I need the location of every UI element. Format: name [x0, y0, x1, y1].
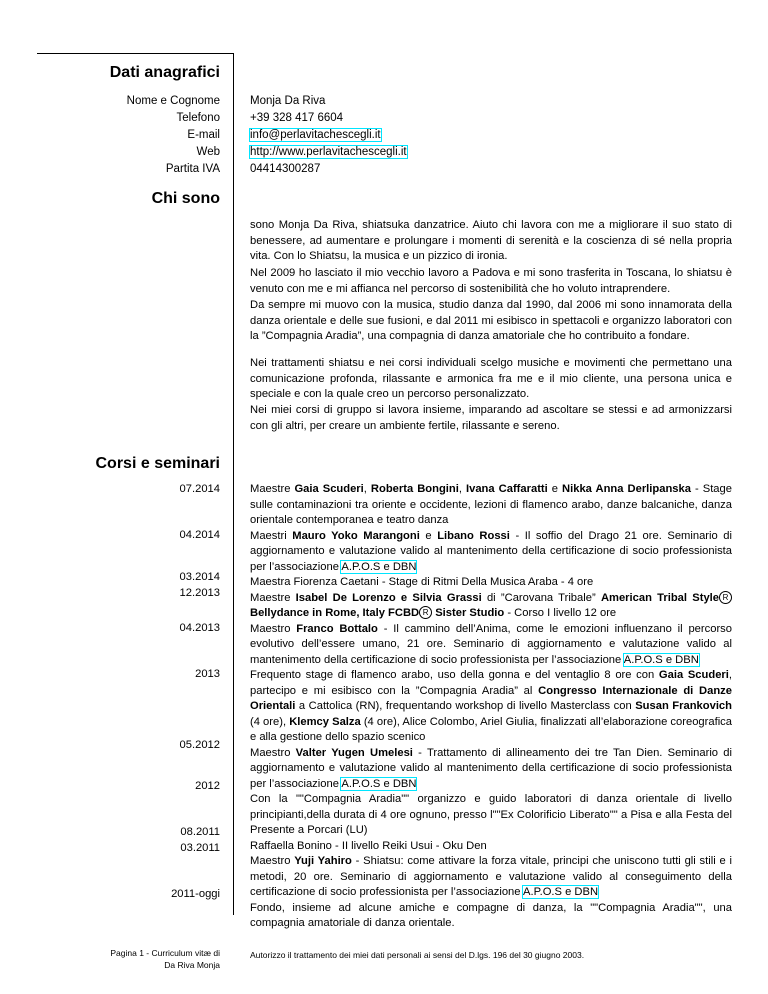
- entry-2013: Frequento stage di flamenco arabo, uso della gonna e del ventaglio 8 ore con Gaia Scuderi, partecipo e mi esibisco con la ”Compagnia Aradia” al Congresso Internazionale di Danze Orientali a Cattolica (RN), frequentando workshop di livello Masterclass con Susan Frankovich (4 ore), Klemcy Salza (4 ore), Alice Colombo, Ariel Giulia, finalizzati all’elaborazione coreografica e alla gestione dello spazio scenico: [250, 669, 732, 743]
- apos-dbn-link[interactable]: A.P.O.S e DBN: [341, 560, 417, 573]
- entry-07-2014: Maestre Gaia Scuderi, Roberta Bongini, Ivana Caffaratti e Nikka Anna Derlipanska - Stage sulle contaminazioni tra oriente e occidente, lezioni di flamenco arabo, danze balcaniche, danza orientale contemporanea e teatro danza: [250, 483, 732, 526]
- entry-2012: Con la ""Compagnia Aradia"" organizzo e guido laboratori di danza orientale di livello principianti,della durata di 4 ore ognuno, presso l""Ex Colorificio Liberato"" a Pisa e alla Festa del Presente a Porcari (LU): [250, 793, 732, 836]
- entry-08-2011: Raffaella Bonino - II livello Reiki Usui - Oku Den: [250, 839, 487, 852]
- section-title-chi-sono: Chi sono: [151, 190, 220, 207]
- date-2011-oggi: 2011-oggi: [171, 888, 220, 900]
- entry-04-2014: Maestri Mauro Yoko Marangoni e Libano Rossi - Il soffio del Drago 21 ore. Seminario di aggiornamento e valutazione valido al mantenimento della certificazione di socio professionista per l’associazione A.P.O.S e DBN: [250, 529, 732, 573]
- date-03-2011: 03.2011: [180, 842, 220, 854]
- top-rule: [37, 53, 233, 54]
- section-title-dati-anagrafici: Dati anagrafici: [109, 64, 220, 81]
- value-telefono: +39 328 417 6604: [250, 112, 344, 124]
- date-2012: 2012: [195, 780, 220, 792]
- label-nome: Nome e Cognome: [126, 95, 220, 107]
- value-nome: Monja Da Riva: [250, 95, 326, 107]
- entry-04-2013: Maestro Franco Bottalo - Il cammino dell’Anima, come le emozioni influenzano il percorso evolutivo dell’essere umano, 21 ore. Seminario di aggiornamento e valutazione valido al mantenimento della certificazione di socio professionista per l’associazione A.P.O.S e DBN: [250, 622, 732, 666]
- apos-dbn-link[interactable]: A.P.O.S e DBN: [623, 653, 699, 666]
- footer-page-info: [110, 947, 220, 971]
- chi-sono-paragraph-4: Nei trattamenti shiatsu e nei corsi individuali scelgo musiche e movimenti che permettano una comunicazione profonda, rilassante e armonica fra me e il mio cliente, una persona unica e speciale e con la quale creo un percorso personalizzato.: [250, 357, 732, 400]
- date-2013: 2013: [195, 668, 220, 680]
- value-partita-iva: 04414300287: [250, 163, 321, 175]
- corsi-entries: [250, 482, 732, 932]
- date-05-2012: 05.2012: [179, 739, 220, 751]
- date-04-2013: 04.2013: [179, 622, 220, 634]
- date-04-2014: 04.2014: [179, 529, 220, 541]
- apos-dbn-link[interactable]: A.P.O.S e DBN: [523, 886, 599, 898]
- apos-dbn-link[interactable]: A.P.O.S e DBN: [341, 777, 417, 790]
- date-07-2014: 07.2014: [179, 483, 220, 495]
- registered-mark-icon: R: [419, 606, 432, 619]
- vertical-rule-top: [233, 53, 234, 470]
- label-email: E-mail: [187, 129, 220, 141]
- footer-page-label: Pagina 1 - Curriculum vitæ di: [110, 948, 220, 958]
- web-link[interactable]: http://www.perlavitachescegli.it: [250, 146, 407, 158]
- entry-12-2013: Maestre Isabel De Lorenzo e Silvia Grassi di ”Carovana Tribale” American Tribal Style R Bellydance in Rome, Italy FCBD R Sister Studio - Corso I livello 12 ore: [250, 591, 732, 622]
- section-title-corsi-e-seminari: Corsi e seminari: [95, 455, 220, 472]
- entry-2011-oggi: Fondo, insieme ad alcune amiche e compagne di danza, la ""Compagnia Aradia"", una compagnia amatoriale di danza orientale.: [250, 901, 732, 929]
- chi-sono-paragraph-1: sono Monja Da Riva, shiatsuka danzatrice. Aiuto chi lavora con me a migliorare il suo stato di benessere, ad aumentare e prolungare i momenti di serenità e la coscienza di sé nella propria vita. Con lo Shiatsu, la musica e un pizzico di ironia.: [250, 219, 732, 262]
- label-partita-iva: Partita IVA: [165, 163, 220, 175]
- entry-03-2011: Maestro Yuji Yahiro - Shiatsu: come attivare la forza vitale, principi che uniscono tutti gli stili e i metodi, 20 ore. Seminario di aggiornamento e valutazione valido al conseguimento della certificazione di socio professionista per l’associazione A.P.O.S e DBN: [250, 855, 732, 898]
- entry-03-2014: Maestra Fiorenza Caetani - Stage di Ritmi Della Musica Araba - 4 ore: [250, 576, 594, 588]
- footer-author: Da Riva Monja: [164, 960, 220, 970]
- chi-sono-paragraph-2: Nel 2009 ho lasciato il mio vecchio lavoro a Padova e mi sono trasferita in Toscana, lo shiatsu è venuto con me e mi affianca nel percorso di sostenibilità che ho voluto intraprendere.: [250, 267, 732, 295]
- footer-privacy-note: Autorizzo il trattamento dei miei dati personali ai sensi del D.lgs. 196 del 30 giugno 2003.: [250, 950, 585, 960]
- registered-mark-icon: R: [719, 591, 732, 604]
- chi-sono-paragraph-5: Nei miei corsi di gruppo si lavora insieme, imparando ad ascoltare se stessi e ad armonizzarsi con gli altri, per creare un ambiente fertile, rilassante e sereno.: [250, 404, 732, 432]
- entry-05-2012: Maestro Valter Yugen Umelesi - Trattamento di allineamento dei tre Tan Dien. Seminario di aggiornamento e valutazione valido al mantenimento della certificazione di socio professionista per l’associazione A.P.O.S e DBN: [250, 746, 732, 790]
- date-08-2011: 08.2011: [180, 826, 220, 838]
- email-link[interactable]: info@perlavitachescegli.it: [250, 129, 381, 141]
- vertical-rule-bottom: [233, 470, 234, 915]
- chi-sono-paragraph-3: Da sempre mi muovo con la musica, studio danza dal 1990, dal 2006 mi sono innamorata della danza orientale e delle sue fusioni, e dal 2011 mi esibisco in spettacoli e organizzo laboratori con la ”Compagnia Aradia”, una compagnia di danza amatoriale che ho contribuito a fondare.: [250, 299, 732, 342]
- label-web: Web: [196, 146, 220, 158]
- date-12-2013: 12.2013: [179, 587, 220, 599]
- date-03-2014: 03.2014: [179, 571, 220, 583]
- label-telefono: Telefono: [176, 112, 220, 124]
